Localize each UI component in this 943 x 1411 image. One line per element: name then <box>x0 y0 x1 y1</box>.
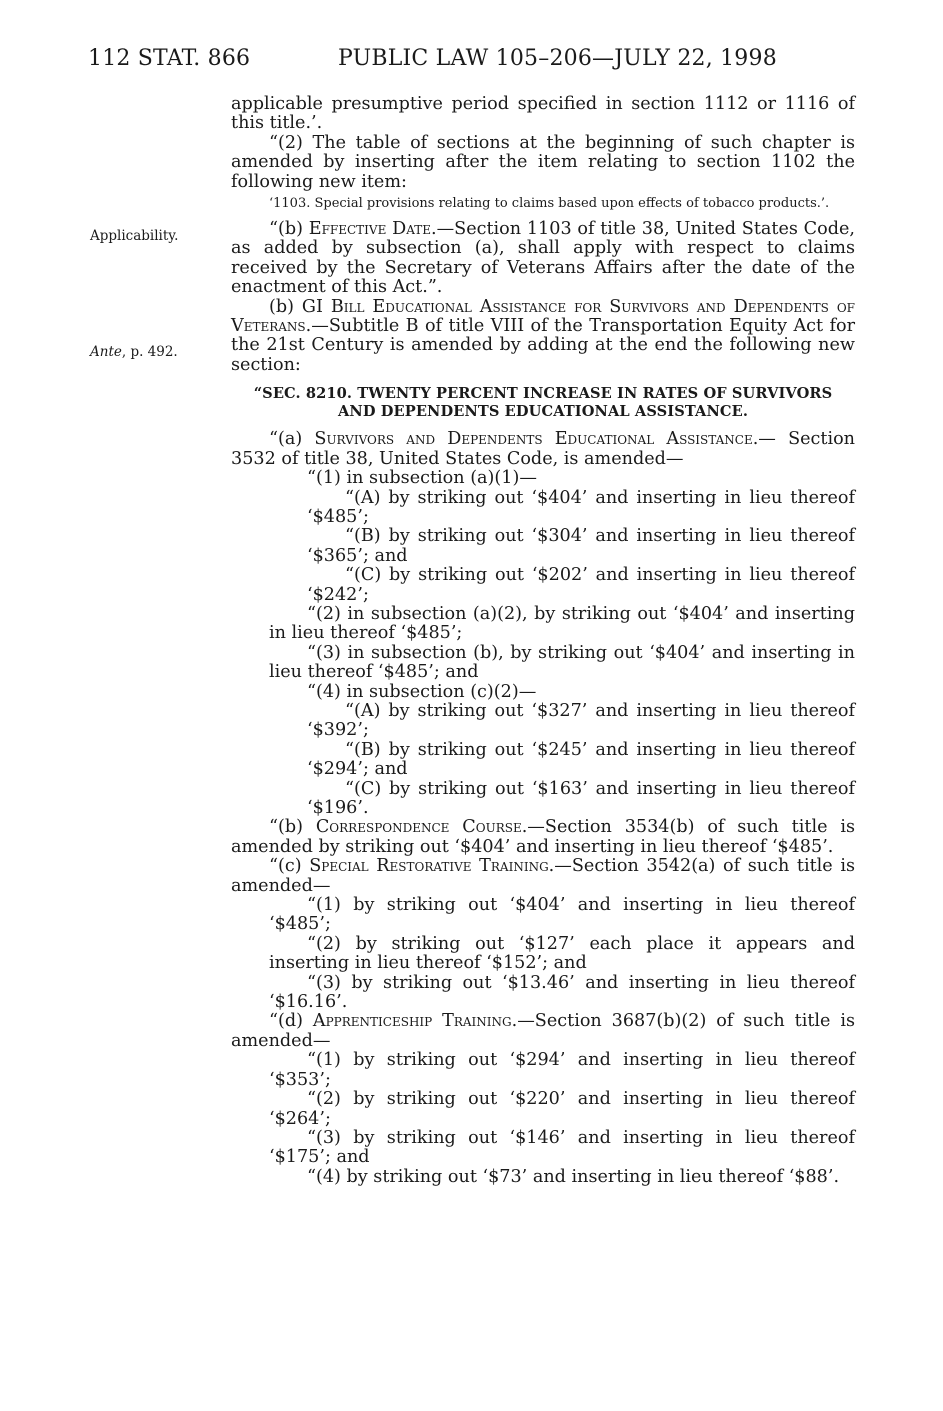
subsection-b-text: .—Section 3534(b) of such title is amended by striking out ‘$404’ and inserting in lieu thereof ‘$485’. <box>231 817 855 857</box>
gi-bill-heading: GI Bill Educational Assistance for Survivors and Dependents of Veterans <box>231 296 855 337</box>
margin-note-ante-italic: Ante <box>90 344 122 360</box>
paragraph-continuation: applicable presumptive period specified in section 1112 or 1116 of this title.’. <box>231 94 855 134</box>
effective-date-heading: Effective Date <box>308 219 431 240</box>
paragraph-c1: “(1) by striking out ‘$404’ and inserting in lieu thereof ‘$485’; <box>269 895 855 935</box>
subsection-b-lead: “(b) <box>269 817 316 838</box>
subsection-d-heading: Apprenticeship Training <box>312 1011 512 1032</box>
section-heading-line1: “SEC. 8210. TWENTY PERCENT INCREASE IN RATES OF SURVIVORS <box>253 385 833 403</box>
subsection-a <box>231 430 855 469</box>
subsection-b-heading: Correspondence Course <box>315 817 522 838</box>
subsection-a-heading: Survivors and Dependents Educational Assistance <box>314 429 753 450</box>
gi-bill-text: .—Subtitle B of title VIII of the Transportation Equity Act for the 21st Century is amended by adding at the end the following new section: <box>231 316 855 375</box>
subparagraph-a4A: “(A) by striking out ‘$327’ and inserting in lieu thereof ‘$392’; <box>307 700 855 741</box>
margin-note-applicability: Applicability. <box>90 228 179 244</box>
paragraph-c2: “(2) by striking out ‘$127’ each place it appears and inserting in lieu thereof ‘$152’; and <box>269 933 855 974</box>
document-body <box>231 95 855 1187</box>
paragraph-a4: “(4) in subsection (c)(2)— <box>307 681 537 702</box>
subsection-a-lead: “(a) <box>269 429 315 450</box>
subparagraph-a1C: “(C) by striking out ‘$202’ and inserting in lieu thereof ‘$242’; <box>307 565 855 605</box>
paragraph-table-amendment: “(2) The table of sections at the beginning of such chapter is amended by inserting after the item relating to section 1102 the following new item: <box>231 132 855 192</box>
subsection-c <box>231 857 855 896</box>
subsection-c-lead: “(c) <box>269 856 310 877</box>
paragraph-gi-bill <box>231 298 855 376</box>
paragraph-c3: “(3) by striking out ‘$13.46’ and inserting in lieu thereof ‘$16.16’. <box>269 972 855 1013</box>
paragraph-d2: “(2) by striking out ‘$220’ and inserting in lieu thereof ‘$264’; <box>269 1089 855 1129</box>
subparagraph-a1B: “(B) by striking out ‘$304’ and inserting in lieu thereof ‘$365’; and <box>307 526 855 566</box>
subsection-a-text: .— Section 3532 of title 38, United States Code, is amended— <box>231 429 856 469</box>
subsection-d <box>231 1012 855 1051</box>
section-heading-line2: AND DEPENDENTS EDUCATIONAL ASSISTANCE. <box>337 403 749 421</box>
effective-date-lead: “(b) <box>269 219 309 240</box>
subparagraph-a4C: “(C) by striking out ‘$163’ and inserting in lieu thereof ‘$196’. <box>307 778 855 818</box>
margin-note-ante-page: , p. 492. <box>121 344 178 360</box>
paragraph-a3: “(3) in subsection (b), by striking out ‘$404’ and inserting in lieu thereof ‘$485’; and <box>269 642 855 683</box>
subsection-d-text: .—Section 3687(b)(2) of such title is amended— <box>231 1011 856 1051</box>
subparagraph-a4B: “(B) by striking out ‘$245’ and inserting in lieu thereof ‘$294’; and <box>307 739 855 780</box>
gi-bill-lead: (b) <box>269 296 302 317</box>
paragraph-d3: “(3) by striking out ‘$146’ and inserting in lieu thereof ‘$175’; and <box>269 1127 855 1168</box>
paragraph-d1: “(1) by striking out ‘$294’ and inserting in lieu thereof ‘$353’; <box>269 1050 855 1090</box>
margin-note-ante <box>90 344 178 360</box>
table-of-sections-item: ‘1103. Special provisions relating to claims based upon effects of tobacco products.’. <box>269 196 830 212</box>
subsection-c-heading: Special Restorative Training <box>309 856 549 877</box>
section-heading <box>231 385 855 421</box>
subsection-b <box>231 818 855 857</box>
paragraph-a1: “(1) in subsection (a)(1)— <box>307 468 537 489</box>
effective-date-text: .—Section 1103 of title 38, United States Code, as added by subsection (a), shall apply with respect to claims received by the Secretary of Veterans Affairs after the date of the enactment of this Act.”. <box>231 219 855 298</box>
subsection-d-lead: “(d) <box>269 1011 313 1032</box>
subparagraph-a1A: “(A) by striking out ‘$404’ and inserting in lieu thereof ‘$485’; <box>307 487 855 527</box>
paragraph-effective-date <box>231 220 855 298</box>
subsection-c-text: .—Section 3542(a) of such title is amended— <box>231 856 855 896</box>
running-header-title: PUBLIC LAW 105–206—JULY 22, 1998 <box>338 46 777 71</box>
page-reference: 112 STAT. 866 <box>88 46 251 71</box>
paragraph-a2: “(2) in subsection (a)(2), by striking out ‘$404’ and inserting in lieu thereof ‘$485’; <box>269 603 855 644</box>
paragraph-d4: “(4) by striking out ‘$73’ and inserting in lieu thereof ‘$88’. <box>307 1166 840 1187</box>
